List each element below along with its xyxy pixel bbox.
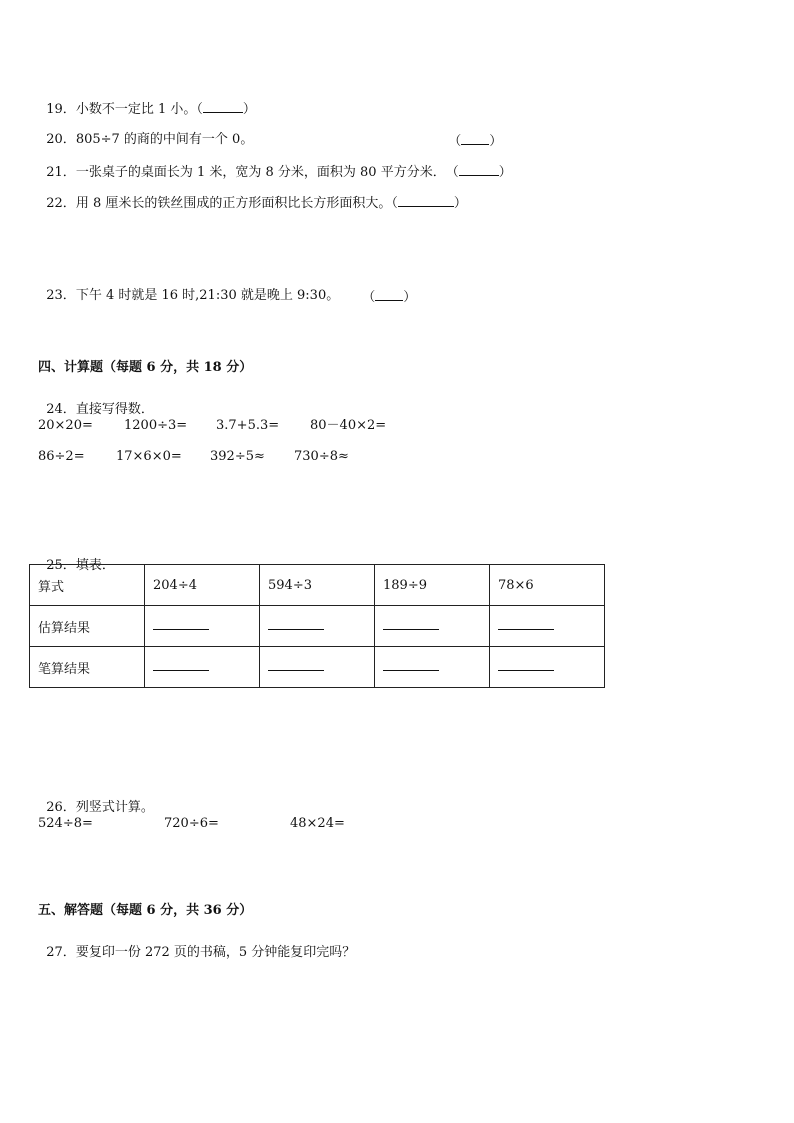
question-24 [38, 386, 154, 418]
answer-blank[interactable] [459, 163, 499, 176]
question-text: 直接写得数． [75, 402, 154, 417]
table-cell: 189÷9 [375, 565, 490, 606]
answer-blank[interactable] [461, 132, 489, 145]
question-number: 25． [46, 558, 76, 573]
answer-blank[interactable] [498, 660, 554, 671]
paren-close: ） [403, 290, 417, 305]
question-number: 21． [46, 165, 76, 180]
table-cell [145, 606, 260, 647]
question-text: 小数不一定比 1 小。（ [75, 102, 203, 117]
question-number: 23． [46, 288, 76, 303]
table-cell: 估算结果 [30, 606, 145, 647]
question-number: 20． [46, 132, 76, 147]
table-row [30, 606, 605, 647]
table-cell [260, 647, 375, 688]
calc-item: 392÷5≈ [210, 449, 265, 464]
question-number: 22． [46, 196, 76, 211]
question-text: 列竖式计算。 [75, 800, 154, 815]
fill-table [29, 564, 605, 688]
answer-blank[interactable] [153, 660, 209, 671]
paren-close: ） [242, 102, 256, 117]
question-number: 27． [46, 945, 76, 960]
section-4-title: 四、计算题（每题 6 分，共 18 分） [38, 360, 253, 375]
answer-blank[interactable] [203, 100, 243, 113]
vertical-calc-item: 720÷6= [164, 816, 219, 831]
table-cell [375, 647, 490, 688]
answer-blank[interactable] [153, 619, 209, 630]
vertical-calc-item: 524÷8= [38, 816, 93, 831]
question-22 [38, 178, 467, 212]
question-text: 805÷7 的商的中间有一个 0。 [75, 132, 254, 147]
table-cell: 笔算结果 [30, 647, 145, 688]
calc-item: 86÷2= [38, 449, 85, 464]
question-number: 24． [46, 402, 76, 417]
table-row [30, 565, 605, 606]
calc-item: 20×20= [38, 418, 93, 433]
paren-open: （ [362, 290, 376, 305]
question-text: 一张桌子的桌面长为 1 米，宽为 8 分米，面积为 80 平方分米． （ [75, 165, 459, 180]
answer-blank[interactable] [398, 194, 454, 207]
table-cell [490, 606, 605, 647]
calc-item: 730÷8≈ [294, 449, 349, 464]
paren-close: ） [453, 196, 467, 211]
question-text: 下午 4 时就是 16 时,21:30 就是晚上 9:30。 [75, 288, 340, 303]
question-text: 要复印一份 272 页的书稿，5 分钟能复印完吗？ [75, 945, 356, 960]
question-number: 26． [46, 800, 76, 815]
question-21 [38, 147, 512, 181]
question-20-answer [440, 116, 502, 150]
question-20 [38, 116, 253, 148]
question-text: 填表． [75, 558, 115, 573]
vertical-calc-item: 48×24= [290, 816, 345, 831]
question-23 [38, 272, 339, 304]
calc-item: 17×6×0= [116, 449, 182, 464]
answer-blank[interactable] [498, 619, 554, 630]
table-cell [490, 647, 605, 688]
question-19 [38, 84, 256, 118]
calc-item: 80－40×2= [310, 418, 387, 433]
answer-blank[interactable] [383, 660, 439, 671]
paren-close: ） [498, 165, 512, 180]
paren-open: （ [448, 134, 462, 149]
calc-item: 3.7+5.3= [216, 418, 280, 433]
answer-blank[interactable] [268, 660, 324, 671]
table-cell [145, 647, 260, 688]
answer-blank[interactable] [268, 619, 324, 630]
question-text: 用 8 厘米长的铁丝围成的正方形面积比长方形面积大。（ [75, 196, 398, 211]
paren-close: ） [489, 134, 503, 149]
answer-blank[interactable] [383, 619, 439, 630]
table-row [30, 647, 605, 688]
table-cell [260, 606, 375, 647]
table-cell: 204÷4 [145, 565, 260, 606]
calc-item: 1200÷3= [124, 418, 188, 433]
question-number: 19． [46, 102, 76, 117]
question-27 [38, 929, 355, 961]
answer-blank[interactable] [375, 288, 403, 301]
question-26 [38, 784, 154, 816]
table-cell: 算式 [30, 565, 145, 606]
table-cell [375, 606, 490, 647]
section-5-title: 五、解答题（每题 6 分，共 36 分） [38, 903, 253, 918]
table-cell: 78×6 [490, 565, 605, 606]
question-23-answer [354, 272, 416, 306]
table-cell: 594÷3 [260, 565, 375, 606]
